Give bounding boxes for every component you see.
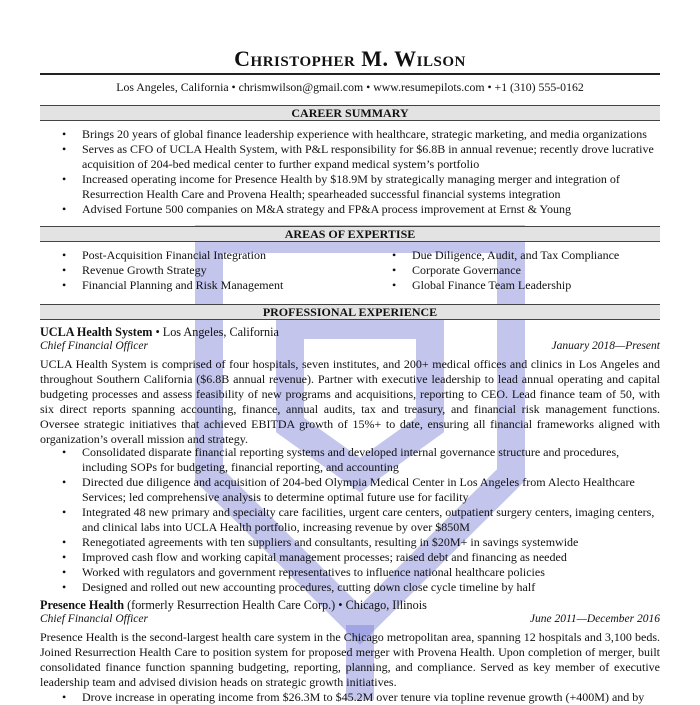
list-item: • Due Diligence, Audit, and Tax Compliance: [392, 248, 620, 262]
job-role: Chief Financial Officer: [40, 340, 148, 352]
list-item: • Corporate Governance: [392, 263, 521, 277]
name-divider: [40, 73, 660, 75]
contact-line: Los Angeles, California • chrismwilson@gmail.com • www.resumepilots.com • +1 (310) 555-0162: [116, 80, 584, 94]
job-dates: June 2011—December 2016: [529, 613, 660, 625]
bullet-icon: •: [62, 172, 67, 186]
list-item: • Designed and rolled out new accounting procedures, cutting down close cycle timeline by half: [62, 580, 536, 594]
list-item: • Worked with regulators and government representatives to influence national healthcare policies: [62, 565, 545, 579]
list-item: • Increased operating income for Presence Health by $18.9M by strategically managing merger and integration of Resurrection Health Care and Provena Health; spearheaded successful financial systems integration: [62, 172, 620, 201]
company-name: UCLA Health System: [40, 325, 153, 339]
list-item: • Renegotiated agreements with ten suppliers and consultants, resulting in $20M+ in savings systemwide: [62, 535, 579, 549]
job-heading: [40, 325, 279, 340]
bullet-icon: •: [62, 565, 67, 579]
job-achievements-list: [62, 445, 660, 595]
bullet-icon: •: [62, 142, 67, 156]
candidate-name: Christopher M. Wilson: [234, 46, 466, 71]
list-item: • Global Finance Team Leadership: [392, 278, 572, 292]
bullet-icon: •: [62, 475, 67, 489]
list-item: • Financial Planning and Risk Management: [62, 278, 284, 292]
company-location: • Chicago, Illinois: [335, 598, 427, 612]
company-name: Presence Health: [40, 598, 125, 612]
bullet-icon: •: [392, 263, 397, 277]
bullet-icon: •: [62, 202, 67, 216]
bullet-icon: •: [62, 550, 67, 564]
bullet-icon: •: [392, 278, 397, 292]
expertise-list-left: [62, 248, 382, 293]
bullet-icon: •: [62, 248, 67, 262]
bullet-icon: •: [392, 248, 397, 262]
job-dates: January 2018—Present: [551, 340, 660, 352]
bullet-icon: •: [62, 445, 67, 459]
job-heading: [40, 598, 427, 613]
list-item: • Post-Acquisition Financial Integration: [62, 248, 266, 262]
job-description: Presence Health is the second-largest health care system in the Chicago metropolitan area, spanning 12 hospitals and 3,100 beds. Joined Resurrection Health Care to position system for proposed merger with Provena Health. Upon completion of merger, built consolidated finance function spanning budgeting, reporting, planning, and compliance. Served as key member of executive leadership team and advised division heads on strategic growth initiatives.: [40, 630, 660, 689]
list-item: • Consolidated disparate financial reporting systems and developed internal governance structure and procedures, including SOPs for budgeting, financial reporting, and accounting: [62, 445, 620, 474]
bullet-icon: •: [62, 535, 67, 549]
list-item: • Drove increase in operating income from $26.3M to $45.2M over tenure via topline revenue growth (+400M) and by: [62, 690, 645, 704]
career-summary-list: [62, 127, 662, 217]
list-item: • Brings 20 years of global finance leadership experience with healthcare, strategic marketing, and media organizations: [62, 127, 647, 141]
job-achievements-list: [62, 690, 660, 705]
list-item: • Serves as CFO of UCLA Health System, with P&L responsibility for $6.8B in annual revenue; recently drove lucrative acquisition of 204-bed medical center to further expand medical system’s portfolio: [62, 142, 654, 171]
bullet-icon: •: [62, 263, 67, 277]
expertise-list-right: [392, 248, 672, 293]
bullet-icon: •: [62, 505, 67, 519]
section-header-career-summary: CAREER SUMMARY: [40, 105, 660, 121]
section-header-expertise: AREAS OF EXPERTISE: [40, 226, 660, 242]
list-item: • Advised Fortune 500 companies on M&A strategy and FP&A process improvement at Ernst & Young: [62, 202, 571, 216]
company-former-name: (formerly Resurrection Health Care Corp.): [124, 598, 336, 612]
company-location: • Los Angeles, California: [152, 325, 279, 339]
job-description: UCLA Health System is comprised of four hospitals, seven institutes, and 200+ medical offices and clinics in Los Angeles and throughout Southern California ($6.8B annual revenue). Partner with executive leadership to lead annual operating and capital budgeting processes and assess feasibility of new programs and acquisitions, reporting to CEO. Lead finance team of 50, with six direct reports spanning accounting, finance, annual audits, tax and treasury, and financial risk management functions. Oversee strategic initiatives that achieved EBITDA growth of 15%+ to date, ensuring all financial frameworks aligned with organization’s overall mission and strategy.: [40, 357, 660, 446]
list-item: • Improved cash flow and working capital management processes; raised debt and financing as needed: [62, 550, 567, 564]
bullet-icon: •: [62, 278, 67, 292]
bullet-icon: •: [62, 690, 67, 704]
list-item: • Directed due diligence and acquisition of 204-bed Olympia Medical Center in Los Angeles from Alecto Healthcare Services; led comprehensive analysis to determine optimal future use for facility: [62, 475, 635, 504]
bullet-icon: •: [62, 127, 67, 141]
list-item: • Integrated 48 new primary and specialty care facilities, urgent care centers, outpatient surgery centers, imaging centers, and clinical labs into UCLA Health portfolio, increasing revenue by over $850M: [62, 505, 655, 534]
job-role: Chief Financial Officer: [40, 613, 148, 625]
bullet-icon: •: [62, 580, 67, 594]
section-header-experience: PROFESSIONAL EXPERIENCE: [40, 304, 660, 320]
list-item: • Revenue Growth Strategy: [62, 263, 207, 277]
